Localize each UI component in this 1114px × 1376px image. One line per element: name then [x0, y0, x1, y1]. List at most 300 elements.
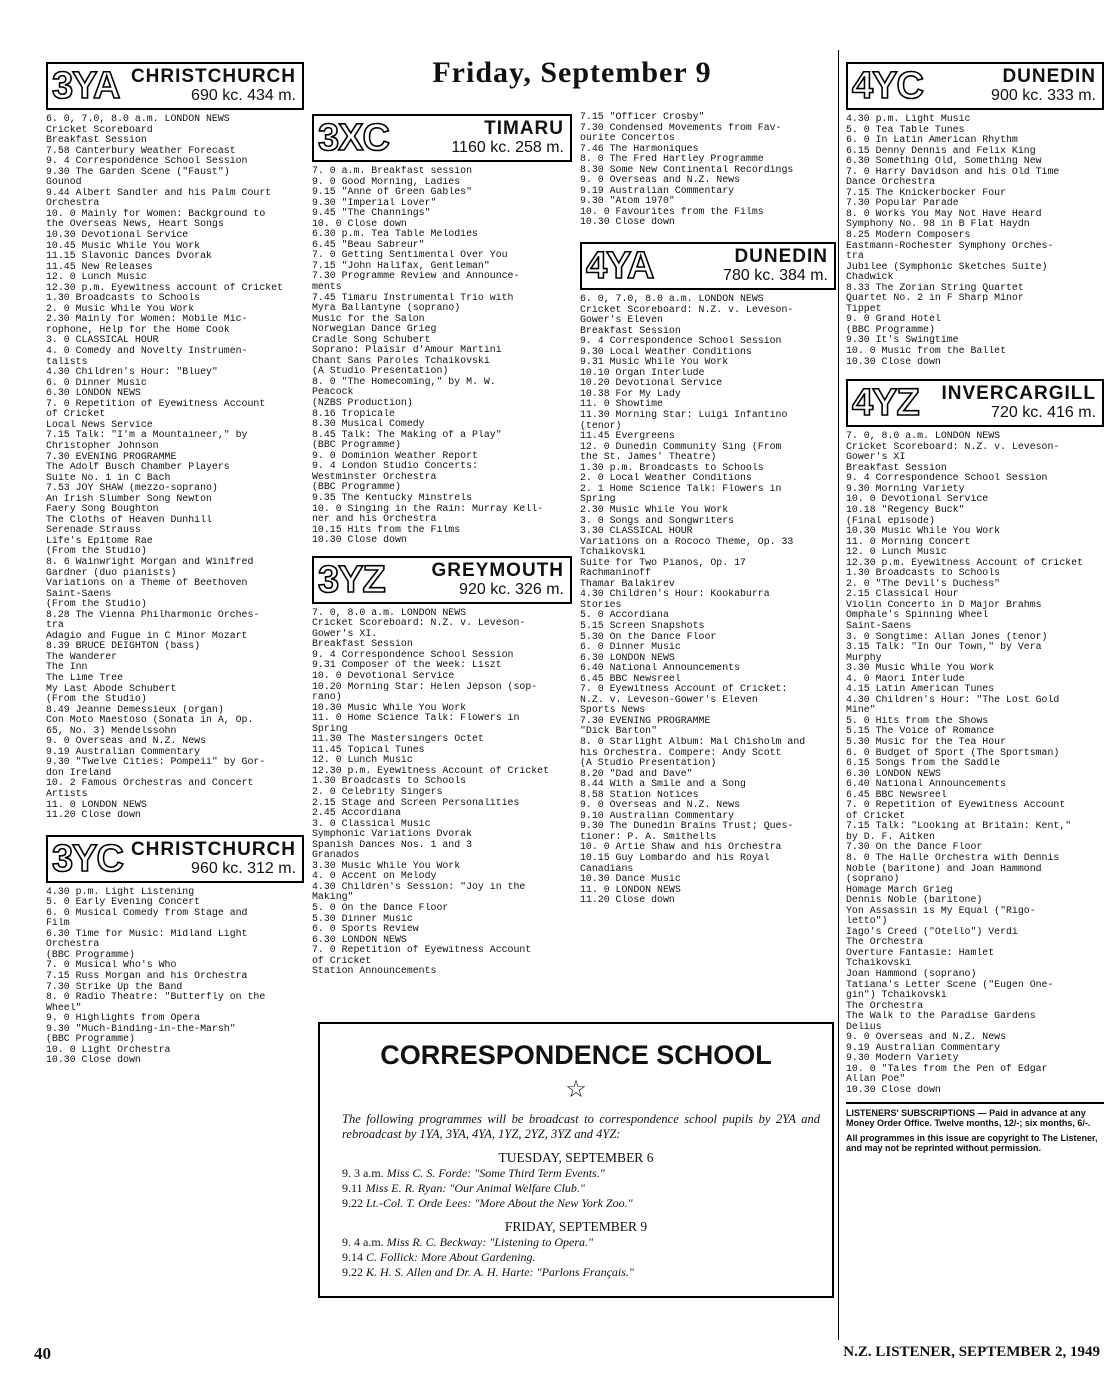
station-logo: 4YC [852, 65, 923, 107]
listing-line: 10. 0 "Tales from the Pen of Edgar [846, 1063, 1048, 1074]
listing-line: 10.30 Close down [846, 356, 941, 367]
listing-line: Gower's XI [846, 452, 906, 463]
listing-line: Granados [312, 850, 360, 861]
listing-line: 11. 0 Morning Concert [846, 536, 971, 547]
listing-line: 11. 0 Home Science Talk: Flowers in [312, 713, 520, 724]
station-logo: 3YZ [318, 558, 385, 601]
listing-line: 5.15 Screen Snapshots [580, 620, 705, 631]
listing-line: 1.30 Broadcasts to Schools [312, 776, 467, 787]
listing-line: Tchaikovski [846, 958, 912, 969]
correspondence-item [342, 1181, 832, 1196]
listing-line: 9.30 "Twelve Cities: Pompeii" by Gor- [46, 757, 266, 768]
correspondence-heading: CORRESPONDENCE SCHOOL [380, 1040, 772, 1070]
listing-line: 11.20 Close down [46, 810, 141, 821]
listing-line: 9.30 "Much-Binding-in-the-Marsh" [46, 1023, 236, 1034]
listing-line: 10.45 Music While You Work [46, 240, 201, 251]
listing-line: 3.15 Talk: "In Our Town," by Vera [846, 642, 1042, 653]
listing-line: 8. 0 Starlight Album: Mal Chisholm and [580, 736, 806, 747]
listing-line: 6. 0, 7.0, 8.0 a.m. LONDON NEWS [580, 294, 764, 305]
station-logo: 4YA [586, 245, 654, 288]
issue-footer: N.Z. LISTENER, SEPTEMBER 2, 1949 [843, 1344, 1100, 1360]
listing-line: 6.30 Something Old, Something New [846, 156, 1042, 167]
listing-line: 9. 4 Correspondence School Session [312, 649, 514, 660]
listing-line: Local News Service [46, 419, 153, 430]
listing-line: 6.40 National Announcements [580, 663, 741, 674]
listing-line: 6.30 LONDON NEWS [46, 388, 141, 399]
station-header-3yz [312, 556, 572, 604]
day-items [320, 1235, 832, 1280]
listing-line: The Lime Tree [46, 672, 124, 683]
listing-line: 9.30 It's Swingtime [846, 335, 959, 346]
item-time: 9. 3 a.m. [342, 1166, 384, 1180]
listing-line: 6. 0 Dinner Music [46, 377, 147, 388]
listing-line: Music for the Salon [312, 313, 425, 324]
station-header-4yc [846, 62, 1104, 110]
correspondence-item [342, 1166, 832, 1181]
listing-line: 2.45 Accordiana [312, 808, 401, 819]
listing-line: 6.40 National Announcements [846, 779, 1007, 790]
listing-line: by D. F. Aitken [846, 831, 935, 842]
correspondence-item [342, 1235, 832, 1250]
listing-line: Serenade Strauss [46, 525, 141, 536]
station-frequency: 720 kc. 416 m. [991, 404, 1096, 422]
listing-line: 3.30 CLASSICAL HOUR [580, 526, 693, 537]
listing-line: 12. 0 Lunch Music [46, 272, 147, 283]
listing-line: (A Studio Presentation) [312, 366, 449, 377]
station-frequency: 1160 kc. 258 m. [451, 139, 564, 156]
listing-line: (From the Studio) [46, 546, 147, 557]
listing-line: "Dick Barton" [580, 726, 658, 737]
listing-line: 9.30 Local Weather Conditions [580, 346, 752, 357]
listing-line: 9.19 Australian Commentary [46, 746, 201, 757]
listing-line: 7.15 "John Halifax, Gentleman" [312, 260, 490, 271]
listing-line: letto") [846, 916, 888, 927]
listing-line: Faery Song Boughton [46, 504, 159, 515]
listing-line: Soprano: Plaisir d'Amour Martini [312, 345, 502, 356]
listing-line: tra [46, 620, 64, 631]
listing-line: 65, No. 3) Mendelssohn [46, 725, 177, 736]
program-listing-4yc [846, 114, 1104, 367]
listing-line: 9. 0 Good Morning, Ladies [312, 176, 461, 187]
listing-line: 7. 0 Repetition of Eyewitness Account [46, 398, 266, 409]
listing-line: 9. 0 Highlights from Opera [46, 1013, 201, 1024]
listing-line: 1.30 p.m. Broadcasts to Schools [580, 462, 764, 473]
listing-line: 7.53 JOY SHAW (mezzo-soprano) [46, 483, 218, 494]
listing-line: 6. 0 Musical Comedy from Stage and [46, 907, 248, 918]
listing-line: Jubilee (Symphonic Sketches Suite) [846, 261, 1048, 272]
listing-line: 10. 0 Light Orchestra [46, 1044, 171, 1055]
listing-line: 6. 0, 7.0, 8.0 a.m. LONDON NEWS [46, 114, 230, 124]
listing-line: Variations on a Rococo Theme, Op. 33 [580, 536, 794, 547]
listing-line: The Cloths of Heaven Dunhill [46, 514, 212, 525]
listing-line: 2.15 Stage and Screen Personalities [312, 797, 520, 808]
listing-line: 9. 4 Correspondence School Session [846, 473, 1048, 484]
listing-line: 5. 0 Hits from the Shows [846, 715, 989, 726]
program-listing-4yz [846, 431, 1104, 1095]
station-city: TIMARU [484, 118, 564, 139]
program-listing-3yz [312, 608, 572, 977]
listing-line: Gower's XI. [312, 628, 378, 639]
listing-line: Making" [312, 892, 354, 903]
listing-line: 7. 0 Musical Who's Who [46, 960, 177, 971]
listing-line: 6.15 Denny Dennis and Felix King [846, 145, 1036, 156]
listing-line: 1.30 Broadcasts to Schools [46, 293, 201, 304]
listing-line: 5. 0 Early Evening Concert [46, 897, 201, 908]
listing-line: 5. 0 Accordiana [580, 610, 669, 621]
station-header-3yc [46, 835, 304, 883]
listing-line: 9.45 "The Channings" [312, 208, 431, 219]
listing-line: 7.30 Programme Review and Announce- [312, 271, 520, 282]
station-city: INVERCARGILL [941, 383, 1096, 405]
listing-line: 9.30 Modern Variety [846, 1053, 959, 1064]
listing-line: Noble (baritone) and Joan Hammond [846, 863, 1042, 874]
listing-line: 2.15 Classical Hour [846, 589, 959, 600]
correspondence-intro: The following programmes will be broadcast to correspondence school pupils by 2YA and rebroadcast by 1YA, 3YA, 4YA, 1YZ, 2YZ, 3YZ and 4YZ: [342, 1112, 820, 1141]
listing-line: (BBC Programme) [46, 1034, 135, 1045]
listing-line: 9. 0 Overseas and N.Z. News [846, 1032, 1007, 1043]
listing-line: 11.45 New Releases [46, 261, 153, 272]
item-text: Lt.-Col. T. Orde Lees: "More About the New York Zoo." [366, 1196, 633, 1210]
listing-line: 8.16 Tropicale [312, 408, 395, 419]
listing-line: 8.49 Jeanne Demessieux (organ) [46, 704, 224, 715]
station-frequency: 960 kc. 312 m. [191, 859, 296, 877]
listing-line: Suite No. 1 in C Bach [46, 472, 171, 483]
listing-line: The Walk to the Paradise Gardens [846, 1011, 1036, 1022]
correspondence-item [342, 1265, 832, 1280]
subscriptions-notice [846, 1102, 1104, 1154]
listing-line: 9. 4 Correspondence School Session [580, 336, 782, 347]
listing-line: 3. 0 Songs and Songwriters [580, 515, 735, 526]
listing-line: Chadwick [846, 272, 894, 283]
listing-line: 12.30 p.m. Eyewitness Account of Cricket [846, 557, 1084, 568]
listing-line: The Adolf Busch Chamber Players [46, 462, 230, 473]
listing-line: 9. 0 Overseas and N.Z. News [580, 800, 741, 811]
listing-line: 12.30 p.m. Eyewitness Account of Cricket [312, 765, 550, 776]
station-city: CHRISTCHURCH [130, 66, 296, 87]
listing-line: 4.30 Children's Session: "Joy in the [312, 881, 526, 892]
day-heading: FRIDAY, SEPTEMBER 9 [504, 1219, 648, 1234]
listing-line: 10.30 Close down [46, 1055, 141, 1066]
listing-line: 7.15 Talk: "Looking at Britain: Kent," [846, 821, 1072, 832]
listing-line: ourite Concertos [580, 133, 675, 144]
listing-line: The Inn [46, 662, 88, 673]
listing-line: 4.30 Children's Hour: "Bluey" [46, 367, 218, 378]
station-header-4yz [846, 379, 1104, 427]
listing-line: 10.20 Devotional Service [580, 378, 723, 389]
listing-line: 12. 0 Lunch Music [312, 755, 413, 766]
listing-line: Saint-Saens [46, 588, 112, 599]
listing-line: 8.33 The Zorian String Quartet [846, 282, 1024, 293]
listing-line: 7.15 Russ Morgan and his Orchestra [46, 971, 248, 982]
listing-line: 7.15 The Knickerbocker Four [846, 187, 1007, 198]
listing-line: Joan Hammond (soprano) [846, 969, 977, 980]
listing-line: Wheel" [46, 1002, 82, 1013]
listing-line: Iago's Creed ("Otello") Verdi [846, 926, 1018, 937]
station-frequency: 780 kc. 384 m. [723, 267, 828, 285]
listing-line: Violin Concerto in D Major Brahms [846, 599, 1042, 610]
listing-line: 11.45 Topical Tunes [312, 744, 425, 755]
station-frequency: 920 kc. 326 m. [459, 580, 564, 598]
listing-line: Mine" [846, 705, 876, 716]
listing-line: rano) [312, 692, 342, 703]
listing-line: Chant Sans Paroles Tchaikovski [312, 355, 490, 366]
listing-line: 9.31 Composer of the Week: Liszt [312, 660, 502, 671]
listing-line: 5.30 Music for the Tea Hour [846, 736, 1007, 747]
listing-line: 6. 0 Budget of Sport (The Sportsman) [846, 747, 1060, 758]
listing-line: 6. 0 In Latin American Rhythm [846, 135, 1018, 146]
listing-line: 3. 0 Classical Music [312, 818, 431, 829]
listing-line: 9. 0 Dominion Weather Report [312, 450, 478, 461]
page-title: Friday, September 9 [432, 56, 712, 89]
listing-line: 8.25 Modern Composers [846, 230, 971, 241]
listing-line: Omphale's Spinning Wheel [846, 610, 989, 621]
listing-line: 8.58 Station Notices [580, 789, 699, 800]
correspondence-item [342, 1196, 832, 1211]
item-text: K. H. S. Allen and Dr. A. H. Harte: "Parlons Français." [366, 1265, 634, 1279]
listing-line: 9.44 Albert Sandler and his Palm Court [46, 187, 272, 198]
listing-line: The Orchestra [846, 937, 924, 948]
listing-line: Christopher Johnson [46, 440, 159, 451]
listing-line: 9.35 The Kentucky Minstrels [312, 492, 473, 503]
listing-line: Variations on a Theme of Beethoven [46, 578, 248, 589]
listing-line: 3. 0 CLASSICAL HOUR [46, 335, 159, 346]
listing-line: 10. 0 Mainly for Women: Background to [46, 208, 266, 219]
listing-line: 7. 0, 8.0 a.m. LONDON NEWS [846, 431, 1001, 442]
listing-line: 2. 0 "The Devil's Duchess" [846, 578, 1001, 589]
subscriptions-text: LISTENERS' SUBSCRIPTIONS — Paid in advance at any Money Order Office. Twelve months, 12/-; six months, 6/-. [846, 1107, 1091, 1129]
listing-line: 7.58 Canterbury Weather Forecast [46, 145, 236, 156]
station-frequency: 690 kc. 434 m. [191, 87, 296, 104]
listing-line: Tatiana's Letter Scene ("Eugen One- [846, 979, 1054, 990]
listing-line: The Wanderer [46, 651, 118, 662]
listing-line: Tchaikovski [580, 547, 646, 558]
listing-line: 10.10 Organ Interlude [580, 367, 705, 378]
listing-line: N.Z. v. Leveson-Gower's Eleven [580, 694, 758, 705]
listing-line: don Ireland [46, 767, 112, 778]
program-listing-4ya [580, 294, 836, 906]
listing-line: Murphy [846, 652, 882, 663]
listing-line: 6.45 BBC Newsreel [580, 673, 681, 684]
listing-line: 10. 0 Music from the Ballet [846, 346, 1007, 357]
listing-line: 6.30 LONDON NEWS [580, 652, 675, 663]
listing-line: 2. 0 Celebrity Singers [312, 786, 443, 797]
listing-line: (tenor) [580, 420, 622, 431]
listing-line: (BBC Programme) [312, 440, 401, 451]
listing-line: 12.30 p.m. Eyewitness account of Cricket [46, 282, 284, 293]
station-frequency: 900 kc. 333 m. [991, 87, 1096, 104]
listing-line: Sports News [580, 705, 646, 716]
column-3 [580, 112, 836, 906]
listing-line: 9. 4 London Studio Concerts: [312, 461, 478, 472]
listing-line: tra [846, 251, 864, 262]
item-time: 9. 4 a.m. [342, 1235, 384, 1249]
listing-line: 9.10 Australian Commentary [580, 810, 735, 821]
listing-line: Homage March Grieg [846, 884, 953, 895]
listing-line: Stories [580, 599, 622, 610]
listing-line: ner and his Orchestra [312, 514, 437, 525]
listing-line: 8.44 With a Smile and a Song [580, 779, 746, 790]
listing-line: 7. 0 Repetition of Eyewitness Account [312, 945, 532, 956]
listing-line: 9.30 The Garden Scene ("Faust") [46, 166, 230, 177]
listing-line: of Cricket [46, 409, 106, 420]
correspondence-school-box [318, 1022, 834, 1298]
listing-line: 7. 0 Eyewitness Account of Cricket: [580, 684, 788, 695]
listing-line: Myra Ballantyne (soprano) [312, 303, 461, 314]
day-heading: TUESDAY, SEPTEMBER 6 [498, 1150, 654, 1165]
station-logo: 3YC [52, 837, 123, 880]
listing-line: Thamar Balakirev [580, 578, 675, 589]
listing-line: ments [312, 282, 342, 293]
station-header-4ya [580, 242, 836, 290]
listing-line: 9.30 The Dunedin Brains Trust; Ques- [580, 821, 794, 832]
listing-line: Dance Orchestra [846, 177, 935, 188]
listing-line: 4.30 Children's Hour: "The Lost Gold [846, 694, 1060, 705]
listing-line: 7.30 EVENING PROGRAMME [580, 715, 711, 726]
listing-line: 7. 0, 8.0 a.m. LONDON NEWS [312, 607, 467, 618]
listing-line: 4. 0 Comedy and Novelty Instrumen- [46, 346, 248, 357]
item-time: 9.22 [342, 1196, 363, 1210]
listing-line: 4. 0 Maori Interlude [846, 673, 965, 684]
listing-line: (From the Studio) [46, 694, 147, 705]
listing-line: Dennis Noble (baritone) [846, 895, 983, 906]
listing-line: 7.15 Talk: "I'm a Mountaineer," by [46, 430, 248, 441]
listing-line: (BBC Programme) [312, 482, 401, 493]
listing-line: 4. 0 Accent on Melody [312, 871, 437, 882]
listing-line: 2. 0 Local Weather Conditions [580, 473, 752, 484]
listing-line: Norwegian Dance Grieg [312, 324, 437, 335]
listing-line: Tippet [846, 303, 882, 314]
listing-line: Cricket Scoreboard: N.Z. v. Leveson- [846, 441, 1060, 452]
listing-line: Rachmaninoff [580, 568, 652, 579]
listing-line: 11.30 Morning Star: Luigi Infantino [580, 410, 788, 421]
listing-line: My Last Abode Schubert [46, 683, 177, 694]
listing-line: 5. 0 Tea Table Tunes [846, 124, 965, 135]
listing-line: 7.30 EVENING PROGRAMME [46, 451, 177, 462]
listing-line: Spring [312, 723, 348, 734]
listing-line: 7.30 Condensed Movements from Fav- [580, 122, 782, 133]
listing-line: 4.30 p.m. Light Music [846, 114, 971, 124]
listing-line: 12. 0 Lunch Music [846, 547, 947, 558]
listing-line: 10. 0 Singing in the Rain: Murray Kell- [312, 503, 544, 514]
listing-line: (From the Studio) [46, 599, 147, 610]
listing-line: 9.30 Morning Variety [846, 483, 965, 494]
listing-line: 10.38 For My Lady [580, 388, 681, 399]
listing-line: the St. James' Theatre) [580, 452, 717, 463]
column-rule [838, 50, 839, 1340]
listing-line: 10. 0 Devotional Service [846, 494, 989, 505]
station-logo: 3YA [52, 65, 120, 107]
listing-line: 5. 0 On the Dance Floor [312, 903, 449, 913]
column-1 [46, 60, 304, 1066]
listing-line: (BBC Programme) [846, 324, 935, 335]
listing-line: 10.30 Dance Music [580, 874, 681, 885]
listing-line: Canadians [580, 863, 634, 874]
listing-line: An Irish Slumber Song Newton [46, 493, 212, 504]
listing-line: 8. 0 Works You May Not Have Heard [846, 208, 1042, 219]
station-city: CHRISTCHURCH [130, 838, 296, 860]
listing-line: Quartet No. 2 in F Sharp Minor [846, 293, 1024, 304]
listing-line: 10. 0 Artie Shaw and his Orchestra [580, 842, 782, 853]
item-text: Miss C. S. Forde: "Some Third Term Events." [386, 1166, 605, 1180]
listing-line: 8.20 "Dad and Dave" [580, 768, 693, 779]
day-items [320, 1166, 832, 1211]
listing-line: The Orchestra [846, 1000, 924, 1011]
listing-line: 9. 4 Correspondence School Session [46, 156, 248, 167]
listing-line: 9.30 "Imperial Lover" [312, 197, 437, 208]
station-logo: 4YZ [852, 382, 919, 425]
listing-line: 8. 0 The Fred Hartley Programme [580, 154, 764, 165]
item-time: 9.22 [342, 1265, 363, 1279]
listing-line: tioner: P. A. Smithells [580, 831, 717, 842]
listing-line: Orchestra [46, 198, 100, 209]
listing-line: 8. 0 Radio Theatre: "Butterfly on the [46, 992, 266, 1003]
listing-line: 2.30 Mainly for Women: Mobile Mic- [46, 314, 248, 325]
listing-line: 10.18 "Regency Buck" [846, 504, 965, 515]
listing-line: 10.30 Close down [846, 1085, 941, 1096]
listing-line: 10. 0 Devotional Service [312, 670, 455, 681]
program-listing-3xc [312, 166, 572, 546]
listing-line: 5.30 On the Dance Floor [580, 631, 717, 642]
listing-line: 9. 0 Grand Hotel [846, 314, 941, 325]
listing-line: Cradle Song Schubert [312, 334, 431, 345]
copyright-text: All programmes in this issue are copyright to The Listener, and may not be reprinted without permission. [846, 1132, 1098, 1154]
listing-line: Station Announcements [312, 966, 437, 977]
listing-line: 4.15 Latin American Tunes [846, 684, 995, 695]
listing-line: 7. 0 Repetition of Eyewitness Account [846, 800, 1066, 811]
listing-line: 11.20 Close down [580, 895, 675, 906]
item-text: Miss R. C. Beckway: "Listening to Opera." [386, 1235, 594, 1249]
listing-line: 8.45 Talk: The Making of a Play" [312, 429, 502, 440]
listing-line: Gardner (duo pianists) [46, 567, 177, 578]
listing-line: Film [46, 918, 70, 929]
listing-line: Overture Fantasie: Hamlet [846, 947, 995, 958]
listing-line: Saint-Saens [846, 620, 912, 631]
listing-line: 2. 1 Home Science Talk: Flowers in [580, 483, 782, 494]
listing-line: 10.20 Morning Star: Helen Jepson (sop- [312, 681, 538, 692]
listing-line: 7.46 The Harmoniques [580, 143, 699, 154]
listing-line: 10.30 Music While You Work [846, 526, 1001, 537]
station-city: GREYMOUTH [431, 559, 564, 581]
listing-line: 9.19 Australian Commentary [580, 185, 735, 196]
listing-line: 11.15 Slavonic Dances Dvorak [46, 251, 212, 262]
listing-line: 10.30 Close down [580, 217, 675, 228]
listing-line: Artists [46, 789, 88, 799]
listing-line: 6.30 LONDON NEWS [312, 934, 407, 945]
listing-line: 10.30 Music While You Work [312, 702, 467, 713]
listing-line: Spanish Dances Nos. 1 and 3 [312, 839, 473, 850]
listing-line: Breakfast Session [312, 639, 413, 650]
listing-line: 9. 0 Overseas and N.Z. News [580, 175, 741, 186]
listing-line: Yon Assassin is My Equal ("Rigo- [846, 905, 1036, 916]
listing-line: 6.45 BBC Newsreel [846, 789, 947, 800]
listing-line: 6. 0 Sports Review [312, 924, 419, 935]
listing-line: 10.30 Devotional Service [46, 230, 189, 241]
listing-line: 9.19 Australian Commentary [846, 1042, 1001, 1053]
listing-line: 6.15 Songs from the Saddle [846, 758, 1001, 769]
listing-line: Gounod [46, 177, 82, 188]
listing-line: Eastmann-Rochester Symphony Orches- [846, 240, 1054, 251]
listing-line: 7.45 Timaru Instrumental Trio with [312, 292, 514, 303]
station-city: DUNEDIN [1002, 66, 1096, 87]
listing-line: 8.28 The Vienna Philharmonic Orches- [46, 609, 260, 620]
listing-line: Cricket Scoreboard: N.Z. v. Leveson- [312, 618, 526, 629]
listing-line: Life's Epitome Rae [46, 535, 153, 546]
listing-line: Suite for Two Pianos, Op. 17 [580, 557, 746, 568]
listing-line: 3.30 Music While You Work [846, 663, 995, 674]
listing-line: Cricket Scoreboard [46, 124, 153, 135]
listing-line: 8. 6 Wainwright Morgan and Winifred [46, 556, 254, 567]
listing-line: 8.30 Some New Continental Recordings [580, 164, 794, 175]
